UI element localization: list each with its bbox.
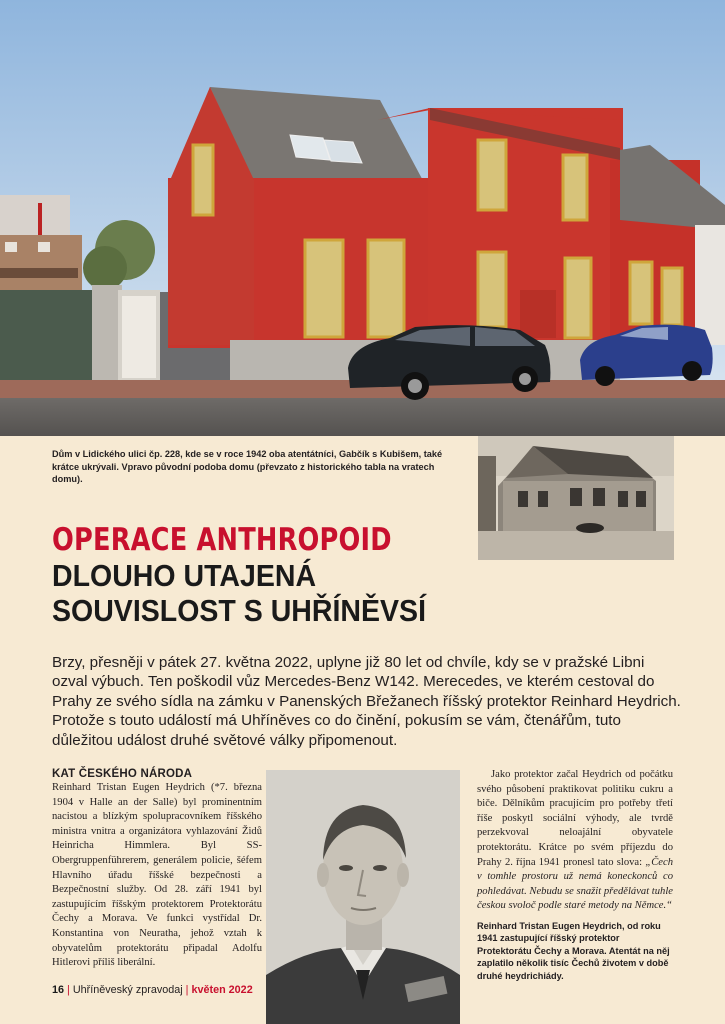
column-3-text [477, 768, 673, 914]
lead-paragraph: Brzy, přesněji v pátek 27. května 2022, uplyne již 80 let od chvíle, kdy se v pražské Libni ozval výbuch. Ten poškodil vůz Mercedes-Benz W142. Merecedes, ve kterém cestoval do Prahy ze svého sídla na zámku v Panenských Břežanech říšský protektor Reinhard Heydrich. Protože s touto událostí má Uhříněves co do činění, pokusím se vám, čtenářům, tuto důležitou událost druhé světové války připomenout. [52, 654, 681, 749]
article-column-1 [52, 768, 262, 971]
issue-date: květen 2022 [191, 984, 253, 996]
headline-kicker: OPERACE ANTHROPOID [52, 522, 392, 558]
footer-separator-2: | [185, 984, 189, 996]
publication-name: Uhříněveský zpravodaj [72, 984, 183, 996]
article-column-3 [477, 768, 673, 982]
headline-line-2: SOUVISLOST S UHŘÍNĚVSÍ [52, 593, 426, 628]
heydrich-quote: „Čech v tomhle prostoru už nemá koneckonců co pohledávat. Nebudu se snažit předělávat tuhle českou svoloč podle staré metody na Němce.“ [477, 856, 673, 912]
headline-line-1: DLOUHO UTAJENÁ [52, 558, 317, 593]
house-photo-caption: Dům v Lidického ulici čp. 228, kde se v roce 1942 oba atentátníci, Gabčík s Kubišem, také krátce ukrývali. Vpravo původní podoba domu (převzato z historického tabla na vratech domu). [52, 449, 443, 484]
column-3-body: Jako protektor začal Heydrich od počátku svého působení praktikovat politiku cukru a biče. Dělníkům pracujícím pro potřeby třetí říše poskytl sociální výhody, ale tvrdě perzekvoval neloajální obyvatele protektorátu. Krátce po svém příjezdu do Prahy 2. října 1941 pronesl tato slova: [477, 769, 673, 868]
page-footer [52, 984, 253, 996]
house-photo [0, 0, 725, 436]
portrait-caption: Reinhard Tristan Eugen Heydrich, od roku 1941 zastupující říšský protektor Protektorátu Čechy a Morava. Atentát na něj zaplatilo několik tisíc Čechů životem v době druhé heydrichiády. [477, 920, 670, 981]
footer-separator-1: | [67, 984, 70, 996]
historic-house-photo [478, 436, 674, 560]
page-number: 16 [52, 984, 65, 996]
column-1-text: Reinhard Tristan Eugen Heydrich (*7. března 1904 v Halle an der Salle) byl prominentním nacistou a blízkým spolupracovníkem říšského ministra vnitra a organizátora vyhlazování Židů Heinricha Himmlera. Byl SS-Obergruppenführerem, generálem policie, šéfem Hlavního úřadu říšské bezpečnosti a Bezpečnostní služby. Od 28. září 1941 byl zastupujícím říšským protektorem Protektorátu Čechy a Morava. Ve funkci vystřídal Dr. Konstantina von Neuratha, jehož vztah k obyvatelům protektorátu připadal Adolfu Hitlerovi příliš liberální. [52, 782, 262, 969]
section-heading: KAT ČESKÉHO NÁRODA [52, 768, 193, 780]
heydrich-portrait [266, 770, 460, 1024]
